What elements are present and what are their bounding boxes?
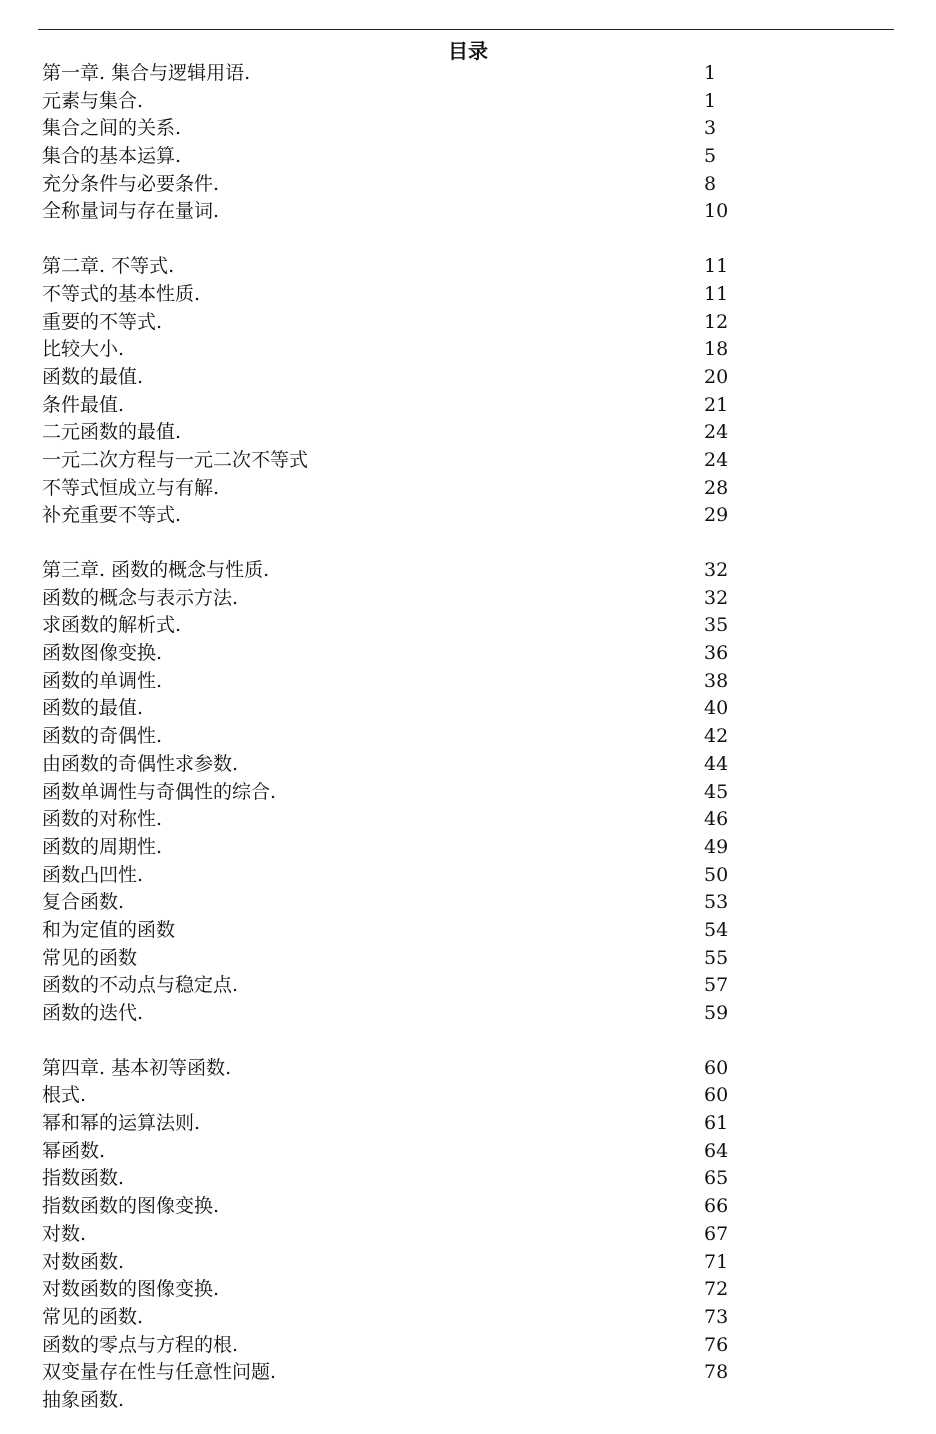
toc-entry-page: 11 (704, 282, 729, 305)
toc-entry-page: 60 (704, 1056, 729, 1079)
toc-entry[interactable] (42, 475, 902, 503)
toc-entry-page: 64 (704, 1139, 729, 1162)
toc-entry-page: 67 (704, 1222, 729, 1245)
toc-entry-page: 54 (704, 918, 729, 941)
toc-entry-label: 函数单调性与奇偶性的综合. (42, 780, 277, 803)
toc-entry-page: 71 (704, 1250, 729, 1273)
toc-entry[interactable] (42, 1276, 902, 1304)
toc-entry-page: 8 (704, 172, 717, 195)
toc-entry-page: 73 (704, 1305, 729, 1328)
toc-entry-label: 补充重要不等式. (42, 504, 182, 527)
toc-entry[interactable] (42, 1193, 902, 1221)
toc-entry-label: 对数. (42, 1222, 87, 1245)
toc-entry-page: 76 (704, 1333, 729, 1356)
toc-entry-page: 12 (704, 310, 729, 333)
toc-entry[interactable] (42, 1332, 902, 1360)
toc-entry-label: 函数的奇偶性. (42, 725, 163, 748)
toc-entry-label: 第二章. 不等式. (42, 255, 175, 278)
toc-entry[interactable] (42, 862, 902, 890)
toc-entry-label: 函数的最值. (42, 365, 144, 388)
toc-entry-page: 40 (704, 697, 729, 720)
toc-entry-page: 35 (704, 614, 729, 637)
toc-entry-label: 幂和幂的运算法则. (42, 1112, 201, 1135)
toc-entry[interactable] (42, 612, 902, 640)
toc-entry-page: 24 (704, 421, 729, 444)
toc-entry-label: 幂函数. (42, 1139, 106, 1162)
toc-entry[interactable] (42, 364, 902, 392)
toc-entry-page: 20 (704, 365, 729, 388)
toc-entry-page: 49 (704, 835, 729, 858)
toc-entry-label: 不等式恒成立与有解. (42, 476, 220, 499)
toc-entry-label: 不等式的基本性质. (42, 282, 201, 305)
toc-entry[interactable] (42, 668, 902, 696)
toc-entry[interactable] (42, 143, 902, 171)
toc-entry-page: 38 (704, 669, 729, 692)
toc-entry[interactable] (42, 1110, 902, 1138)
toc-entry[interactable] (42, 806, 902, 834)
toc-entry-label: 一元二次方程与一元二次不等式 (42, 448, 309, 471)
toc-entry-page: 18 (704, 338, 729, 361)
toc-entry[interactable] (42, 88, 902, 116)
toc-entry-page: 45 (704, 780, 729, 803)
chapter-heading[interactable] (42, 557, 902, 585)
toc-entry-page: 57 (704, 974, 729, 997)
toc-entry-page: 60 (704, 1084, 729, 1107)
toc-entry-page: 29 (704, 504, 729, 527)
toc-entry-label: 函数的周期性. (42, 835, 163, 858)
toc-entry-page: 24 (704, 448, 729, 471)
chapter-gap (42, 226, 902, 253)
toc-entry-page: 28 (704, 476, 729, 499)
toc-entry-label: 指数函数. (42, 1167, 125, 1190)
toc-entry[interactable] (42, 972, 902, 1000)
chapter-gap (42, 1028, 902, 1055)
toc-entry-label: 双变量存在性与任意性问题. (42, 1361, 277, 1384)
toc-entry[interactable] (42, 1221, 902, 1249)
toc-entry[interactable] (42, 723, 902, 751)
toc-entry-label: 复合函数. (42, 891, 125, 914)
toc-entry-label: 抽象函数. (42, 1388, 125, 1411)
toc-entry[interactable] (42, 945, 902, 973)
toc-entry[interactable] (42, 1138, 902, 1166)
toc-entry-label: 重要的不等式. (42, 310, 163, 333)
toc-entry-page: 50 (704, 863, 729, 886)
toc-entry[interactable] (42, 640, 902, 668)
toc-entry-label: 常见的函数 (42, 946, 138, 969)
toc-entry[interactable] (42, 392, 902, 420)
chapter-heading[interactable] (42, 253, 902, 281)
toc-entry[interactable] (42, 751, 902, 779)
toc-entry-page: 65 (704, 1167, 729, 1190)
toc-entry-label: 第一章. 集合与逻辑用语. (42, 62, 251, 84)
toc-entry-page: 1 (704, 62, 717, 84)
toc-entry-label: 函数凸凹性. (42, 863, 144, 886)
toc-entry-label: 集合之间的关系. (42, 117, 182, 140)
toc-entry-label: 第三章. 函数的概念与性质. (42, 559, 270, 581)
toc-entry-page: 32 (704, 586, 729, 609)
toc-entry-label: 函数的对称性. (42, 808, 163, 831)
toc-entry-page: 66 (704, 1195, 729, 1218)
toc-entry-label: 常见的函数. (42, 1305, 144, 1328)
toc-entry-label: 比较大小. (42, 338, 125, 361)
chapter-heading[interactable] (42, 60, 902, 88)
toc-entry-label: 函数的不动点与稳定点. (42, 974, 239, 997)
toc-entry[interactable] (42, 585, 902, 613)
toc-entry-page: 42 (704, 725, 729, 748)
toc-entry[interactable] (42, 889, 902, 917)
toc-entry[interactable] (42, 198, 902, 226)
toc-entry-page: 10 (704, 200, 729, 223)
toc-entry-page: 61 (704, 1112, 729, 1135)
toc-entry-label: 充分条件与必要条件. (42, 172, 220, 195)
toc-entry-page: 44 (704, 752, 729, 775)
toc-entry[interactable] (42, 1304, 902, 1332)
toc-entry[interactable] (42, 171, 902, 199)
toc-entry-page: 78 (704, 1361, 729, 1384)
toc-entry-page: 72 (704, 1278, 729, 1301)
toc-entry[interactable] (42, 115, 902, 143)
toc-entry-label: 和为定值的函数 (42, 918, 176, 941)
toc-entry[interactable] (42, 1249, 902, 1277)
toc-entry-page: 21 (704, 393, 729, 416)
toc-entry[interactable] (42, 834, 902, 862)
toc-entry-label: 指数函数的图像变换. (42, 1195, 220, 1218)
toc-entry-page: 59 (704, 1002, 729, 1024)
toc-entry-label: 根式. (42, 1084, 87, 1107)
toc-entry-page: 53 (704, 891, 729, 914)
toc-entry-label: 由函数的奇偶性求参数. (42, 752, 239, 775)
toc-entry-label: 对数函数. (42, 1250, 125, 1273)
toc-entry-label: 条件最值. (42, 393, 125, 416)
toc-entry-label: 函数的迭代. (42, 1002, 144, 1024)
toc-entry-label: 第四章. 基本初等函数. (42, 1056, 232, 1079)
toc-list (42, 60, 902, 1415)
toc-entry[interactable] (42, 1165, 902, 1193)
toc-entry[interactable] (42, 281, 902, 309)
top-rule (38, 29, 894, 30)
toc-entry-page: 1 (704, 89, 717, 112)
toc-entry[interactable] (42, 1082, 902, 1110)
chapter-heading[interactable] (42, 1055, 902, 1083)
toc-entry[interactable] (42, 309, 902, 337)
toc-entry-page: 36 (704, 642, 729, 665)
toc-entry-page: 11 (704, 255, 729, 278)
toc-entry[interactable] (42, 779, 902, 807)
toc-entry[interactable] (42, 502, 902, 530)
toc-entry[interactable] (42, 1387, 902, 1415)
toc-entry-page: 55 (704, 946, 729, 969)
toc-entry[interactable] (42, 419, 902, 447)
toc-entry-label: 求函数的解析式. (42, 614, 182, 637)
toc-entry-label: 二元函数的最值. (42, 421, 182, 444)
toc-entry[interactable] (42, 447, 902, 475)
toc-entry-label: 函数的概念与表示方法. (42, 586, 239, 609)
toc-entry[interactable] (42, 1000, 902, 1028)
toc-entry[interactable] (42, 917, 902, 945)
toc-entry[interactable] (42, 336, 902, 364)
toc-entry-label: 全称量词与存在量词. (42, 200, 220, 223)
toc-entry-label: 函数的单调性. (42, 669, 163, 692)
toc-entry[interactable] (42, 695, 902, 723)
toc-entry-page: 32 (704, 559, 729, 581)
toc-entry-label: 函数图像变换. (42, 642, 163, 665)
toc-entry-label: 函数的最值. (42, 697, 144, 720)
toc-title: 目录 (448, 39, 488, 63)
toc-entry-label: 集合的基本运算. (42, 145, 182, 168)
chapter-gap (42, 530, 902, 557)
toc-entry-page: 3 (704, 117, 717, 140)
toc-entry-label: 元素与集合. (42, 89, 144, 112)
toc-entry-page: 46 (704, 808, 729, 831)
toc-entry-label: 函数的零点与方程的根. (42, 1333, 239, 1356)
toc-entry-label: 对数函数的图像变换. (42, 1278, 220, 1301)
toc-entry-page: 5 (704, 145, 717, 168)
toc-entry[interactable] (42, 1359, 902, 1387)
